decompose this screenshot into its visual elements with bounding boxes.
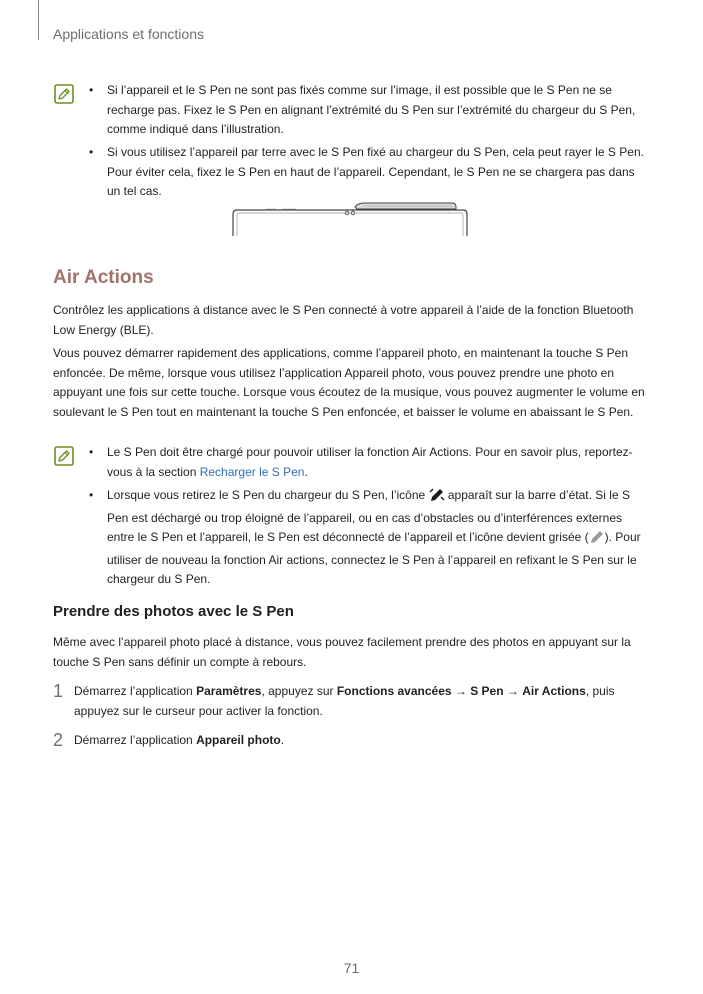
page-number: 71 bbox=[343, 960, 360, 976]
menu-air-actions: Air Actions bbox=[522, 684, 586, 698]
bullet-dot: • bbox=[89, 445, 94, 459]
menu-paramètres: Paramètres bbox=[196, 684, 262, 698]
menu-s-pen: S Pen bbox=[470, 684, 504, 698]
bullet-text: Lorsque vous retirez le S Pen du chargeur du S Pen, l’icône bbox=[107, 488, 429, 502]
bullet-dot: • bbox=[89, 488, 94, 502]
arrow: → bbox=[503, 684, 523, 698]
bullet-dot: • bbox=[89, 145, 94, 159]
step-number: 1 bbox=[53, 681, 64, 701]
link-recharger-s-pen[interactable]: Recharger le S Pen bbox=[199, 464, 305, 479]
running-header: Applications et fonctions bbox=[53, 26, 204, 42]
section-title-air-actions: Air Actions bbox=[53, 267, 154, 288]
step-part: . bbox=[280, 733, 285, 747]
step-text bbox=[74, 682, 649, 721]
note-bullet: Si l’appareil et le S Pen ne sont pas fixés comme sur l’image, il est possible que le S Pen ne se recharge pas. Fixez le S Pen en alignant l’extrémité du S Pen sur l’extrémité du chargeur du S Pen, comme indiqué dans l’illustration. bbox=[107, 83, 636, 136]
bullet-text: Le S Pen doit être chargé pour pouvoir utiliser la fonction Air Actions. Pour en savoir plus, reportez-vous à la section bbox=[107, 445, 633, 479]
note-bullet bbox=[107, 486, 647, 590]
step-text bbox=[74, 731, 649, 751]
note-bullet bbox=[107, 443, 647, 482]
step-part: Démarrez l’application bbox=[74, 684, 197, 698]
bullet-text: ). Pour utiliser de nouveau la fonction Air actions, connectez le S Pen à l’appareil en refixant le S Pen sur le chargeur du S Pen. bbox=[107, 530, 641, 586]
note-icon bbox=[54, 84, 74, 104]
sub-title-photos: Prendre des photos avec le S Pen bbox=[53, 603, 294, 620]
paragraph: Même avec l’appareil photo placé à distance, vous pouvez facilement prendre des photos en appuyant sur la touche S Pen sans définir un compte à rebours. bbox=[53, 635, 631, 669]
step-part: Démarrez l’application bbox=[74, 733, 197, 747]
device-spen-illustration bbox=[230, 202, 470, 236]
note-icon bbox=[54, 446, 74, 466]
step-part: , puis appuyez sur le curseur pour activer la fonction. bbox=[74, 684, 615, 718]
bullet-dot: • bbox=[89, 83, 94, 97]
arrow: → bbox=[451, 684, 471, 698]
bullet-text: . bbox=[304, 464, 308, 479]
app-appareil-photo: Appareil photo bbox=[196, 733, 281, 747]
page-edge-line bbox=[38, 0, 39, 40]
spen-status-icon bbox=[429, 487, 445, 509]
bullet-text: apparaît sur la barre d’état. Si le S Pen est déchargé ou trop éloigné de l’appareil, ou en cas d’obstacles ou d’interférences externes entre le S Pen et l’appareil, le S Pen est déconnecté de l’appareil et l’icône devient grisée ( bbox=[107, 488, 630, 544]
spen-disconnected-icon bbox=[589, 529, 605, 551]
step-part: , appuyez sur bbox=[261, 684, 337, 698]
step-number: 2 bbox=[53, 730, 64, 750]
paragraph: Contrôlez les applications à distance avec le S Pen connecté à votre appareil à l’aide de la fonction Bluetooth Low Energy (BLE). bbox=[53, 303, 634, 337]
menu-fonctions-avancees: Fonctions avancées bbox=[336, 684, 452, 698]
note-bullet: Si vous utilisez l’appareil par terre avec le S Pen fixé au chargeur du S Pen, cela peut rayer le S Pen. Pour éviter cela, fixez le S Pen en haut de l’appareil. Cependant, le S Pen ne se chargera pas dans un tel cas. bbox=[107, 145, 644, 198]
paragraph: Vous pouvez démarrer rapidement des applications, comme l’appareil photo, en maintenant la touche S Pen enfoncée. De même, lorsque vous utilisez l’application Appareil photo, vous pouvez prendre une photo en appuyant une fois sur cette touche. Lorsque vous écoutez de la musique, vous pouvez augmenter le volume en soulevant le S Pen tout en maintenant la touche S Pen enfoncée, et baisser le volume en abaissant le S Pen. bbox=[53, 346, 645, 419]
